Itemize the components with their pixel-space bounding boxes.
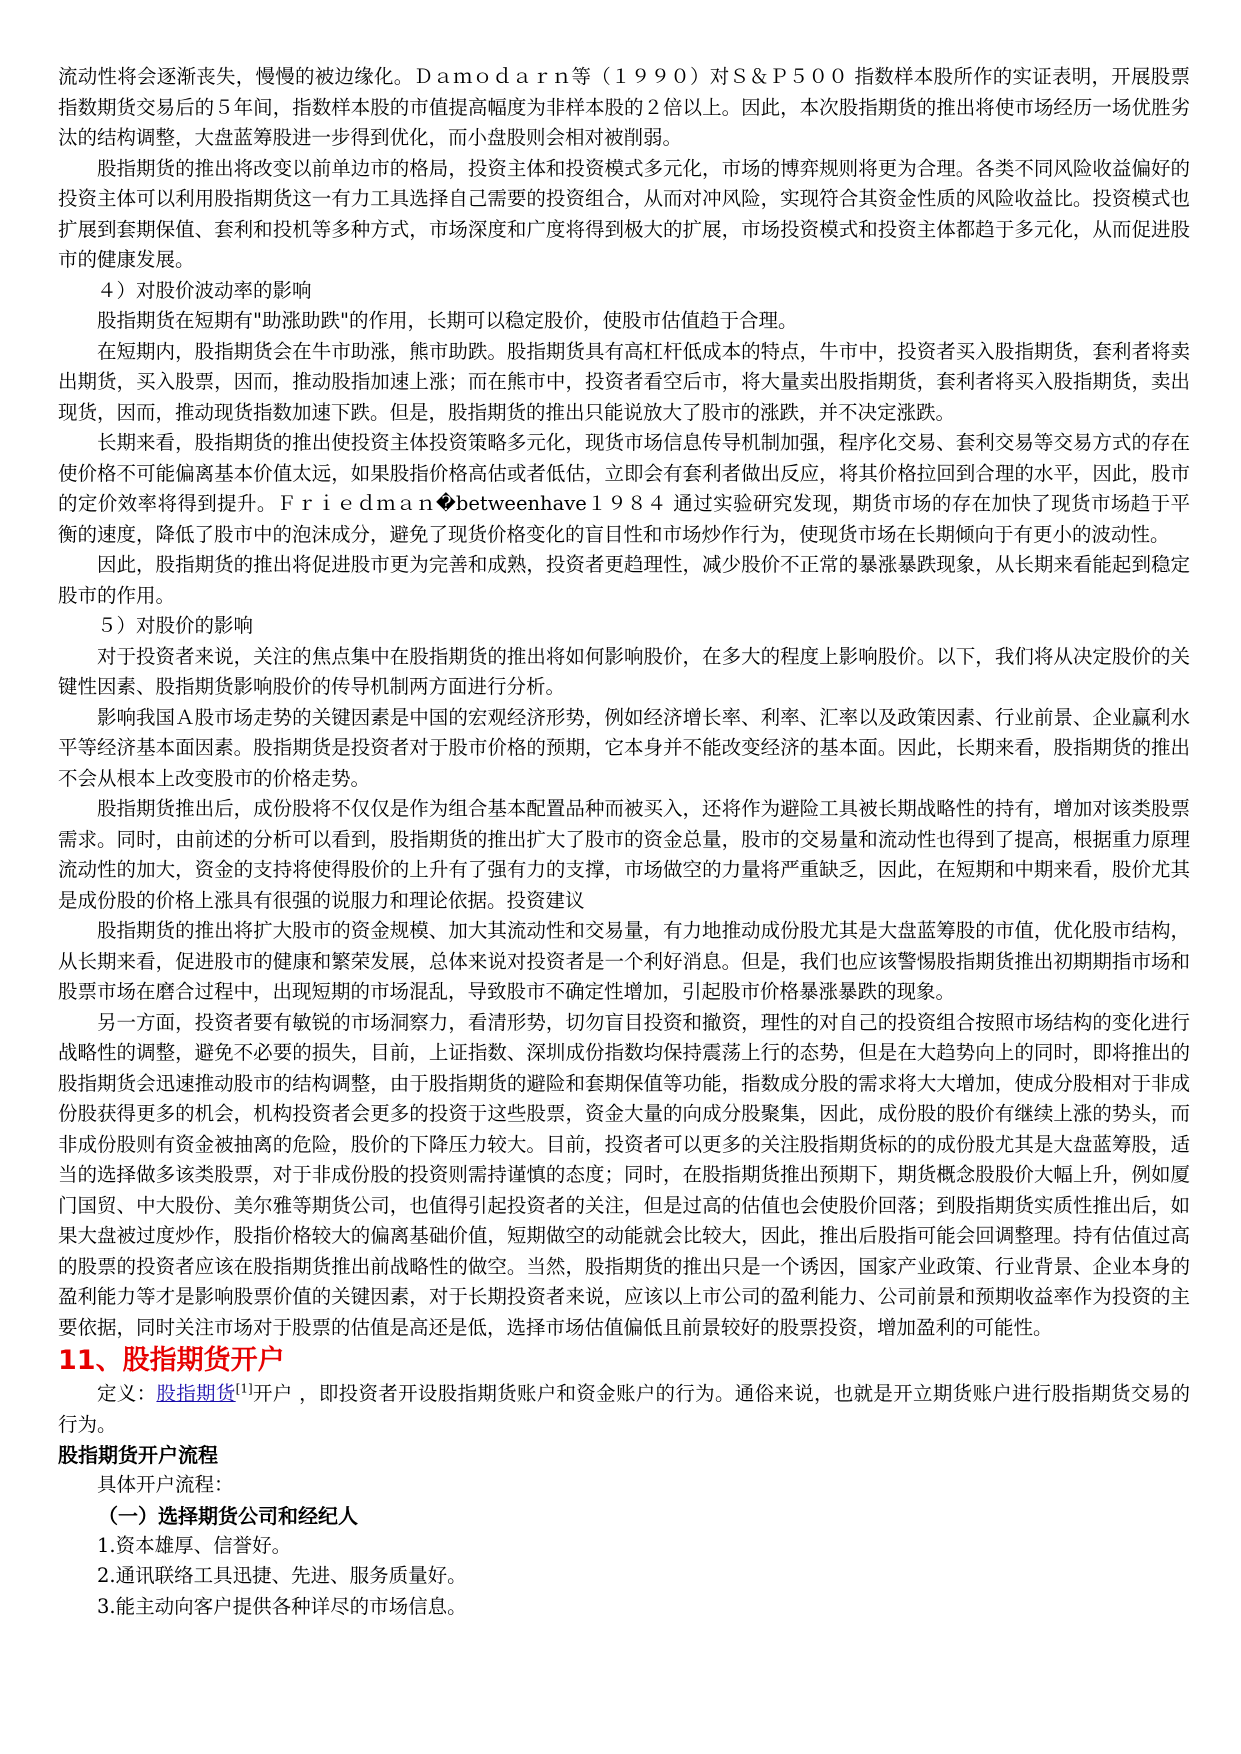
- section-title: 11、股指期货开户: [58, 1345, 285, 1376]
- flow-intro: 具体开户流程：: [97, 1473, 234, 1496]
- flow-heading: 股指期货开户流程: [58, 1443, 218, 1467]
- paragraph: 因此，股指期货的推出将促进股市更为完善和成熟，投资者更趋理性，减少股价不正常的暴涨暴跌现象，从长期来看能起到稳定股市的作用。: [58, 553, 1190, 607]
- list-item: 1.资本雄厚、信誉好。: [97, 1533, 292, 1557]
- paragraph: ５）对股价的影响: [97, 614, 254, 637]
- paragraph: 股指期货的推出将改变以前单边市的格局，投资主体和投资模式多元化，市场的博弈规则将更为合理。各类不同风险收益偏好的投资主体可以利用股指期货这一有力工具选择自己需要的投资组合，从而对冲风险，实现符合其资金性质的风险收益比。投资模式也扩展到套期保值、套利和投机等多种方式，市场深度和广度将得到极大的扩展，市场投资模式和投资主体都趋于多元化，从而促进股市的健康发展。: [58, 156, 1190, 271]
- futures-link[interactable]: 股指期货: [156, 1382, 236, 1405]
- document-page: [58, 62, 1190, 1622]
- footnote-ref[interactable]: [1]: [235, 1381, 253, 1396]
- definition-paragraph: [58, 1379, 1190, 1440]
- body-text: [58, 62, 1190, 1343]
- step-heading: （一）选择期货公司和经纪人: [98, 1503, 358, 1528]
- paragraph: 在短期内，股指期货会在牛市助涨，熊市助跌。股指期货具有高杠杆低成本的特点，牛市中，投资者买入股指期货，套利者将卖出期货，买入股票，因而，推动股指加速上涨；而在熊市中，投资者看空后市，将大量卖出股指期货，套利者将买入股指期货，卖出现货，因而，推动现货指数加速下跌。但是，股指期货的推出只能说放大了股市的涨跌，并不决定涨跌。: [58, 339, 1190, 424]
- definition-text: 开户 ，即投资者开设股指期货账户和资金账户的行为。通俗来说，也就是开立期货账户进行股指期货交易的行为。: [58, 1382, 1190, 1436]
- paragraph: 流动性将会逐渐丧失，慢慢的被边缘化。Ｄａｍｏｄａｒｎ等（１９９０）对Ｓ＆Ｐ５００ 指数样本股所作的实证表明，开展股票指数期货交易后的５年间，指数样本股的市值提高幅度为非样本股的２倍以上。因此，本次股指期货的推出将使市场经历一场优胜劣汰的结构调整，大盘蓝筹股进一步得到优化，而小盘股则会相对被削弱。: [58, 65, 1190, 149]
- paragraph: 影响我国Ａ股市场走势的关键因素是中国的宏观经济形势，例如经济增长率、利率、汇率以及政策因素、行业前景、企业赢利水平等经济基本面因素。股指期货是投资者对于股市价格的预期，它本身并不能改变经济的基本面。因此，长期来看，股指期货的推出不会从根本上改变股市的价格走势。: [58, 705, 1190, 790]
- paragraph: 长期来看，股指期货的推出使投资主体投资策略多元化，现货市场信息传导机制加强，程序化交易、套利交易等交易方式的存在使价格不可能偏离基本价值太远，如果股指价格高估或者低估，立即会有套利者做出反应，将其价格拉回到合理的水平，因此，股市的定价效率将得到提升。Ｆｒｉｅｄｍａｎ�betweenhave１９８４ 通过实验研究发现，期货市场的存在加快了现货市场趋于平衡的速度，降低了股市中的泡沫成分，避免了现货价格变化的盲目性和市场炒作行为，使现货市场在长期倾向于有更小的波动性。: [58, 431, 1190, 546]
- paragraph: 股指期货的推出将扩大股市的资金规模、加大其流动性和交易量，有力地推动成份股尤其是大盘蓝筹股的市值，优化股市结构，从长期来看，促进股市的健康和繁荣发展，总体来说对投资者是一个利好消息。但是，我们也应该警惕股指期货推出初期期指市场和股票市场在磨合过程中，出现短期的市场混乱，导致股市不确定性增加，引起股市价格暴涨暴跌的现象。: [58, 919, 1190, 1003]
- definition-prefix: 定义：: [97, 1382, 157, 1405]
- list-item: 3.能主动向客户提供各种详尽的市场信息。: [97, 1594, 467, 1618]
- paragraph: ４）对股价波动率的影响: [97, 278, 312, 302]
- paragraph: 另一方面，投资者要有敏锐的市场洞察力，看清形势，切勿盲目投资和撤资，理性的对自己的投资组合按照市场结构的变化进行战略性的调整，避免不必要的损失，目前，上证指数、深圳成份指数均保持震荡上行的态势，但是在大趋势向上的同时，即将推出的股指期货会迅速推动股市的结构调整，由于股指期货的避险和套期保值等功能，指数成分股的需求将大大增加，使成分股相对于非成份股获得更多的机会，机构投资者会更多的投资于这些股票，资金大量的向成分股聚集，因此，成份股的股价有继续上涨的势头，而非成份股则有资金被抽离的危险，股价的下降压力较大。目前，投资者可以更多的关注股指期货标的的成份股尤其是大盘蓝筹股，适当的选择做多该类股票，对于非成份股的投资则需持谨慎的态度；同时，在股指期货推出预期下，期货概念股股价大幅上升，例如厦门国贸、中大股份、美尔雅等期货公司，也值得引起投资者的关注，但是过高的估值也会使股价回落；到股指期货实质性推出后，如果大盘被过度炒作，股指价格较大的偏离基础价值，短期做空的动能就会比较大，因此，推出后股指可能会回调整理。持有估值过高的股票的投资者应该在股指期货推出前战略性的做空。当然，股指期货的推出只是一个诱因，国家产业政策、行业背景、企业本身的盈利能力等才是影响股票价值的关键因素，对于长期投资者来说，应该以上市公司的盈利能力、公司前景和预期收益率作为投资的主要依据，同时关注市场对于股票的估值是高还是低，选择市场估值偏低且前景较好的股票投资，增加盈利的可能性。: [58, 1010, 1190, 1339]
- paragraph: 对于投资者来说，关注的焦点集中在股指期货的推出将如何影响股价，在多大的程度上影响股价。以下，我们将从决定股价的关键性因素、股指期货影响股价的传导机制两方面进行分析。: [58, 644, 1190, 698]
- paragraph: 股指期货在短期有"助涨助跌"的作用，长期可以稳定股价，使股市估值趋于合理。: [97, 309, 798, 332]
- list-item: 2.通讯联络工具迅捷、先进、服务质量好。: [97, 1564, 467, 1587]
- paragraph: 股指期货推出后，成份股将不仅仅是作为组合基本配置品种而被买入，还将作为避险工具被长期战略性的持有，增加对该类股票需求。同时，由前述的分析可以看到，股指期货的推出扩大了股市的资金总量，股市的交易量和流动性也得到了提高，根据重力原理流动性的加大，资金的支持将使得股价的上升有了强有力的支撑，市场做空的力量将严重缺乏，因此，在短期和中期来看，股价尤其是成份股的价格上涨具有很强的说服力和理论依据。投资建议: [58, 797, 1190, 912]
